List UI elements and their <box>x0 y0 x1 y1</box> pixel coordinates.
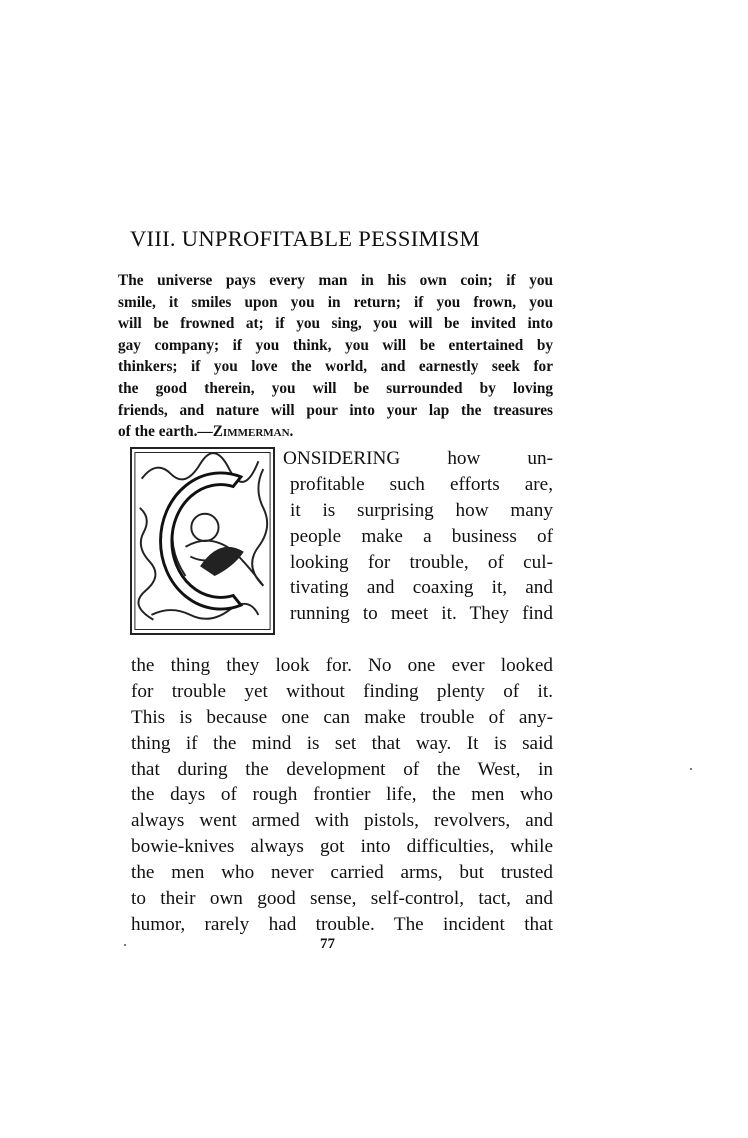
body-line: running to meet it. They find <box>290 603 553 625</box>
body-line: for trouble yet without finding plenty of it. <box>131 680 553 702</box>
body-line: This is because one can make trouble of any- <box>131 706 553 728</box>
epigraph-line: the good therein, you will be surrounded by loving <box>118 379 553 397</box>
body-line: looking for trouble, of cul- <box>290 551 553 573</box>
epigraph-line: thinkers; if you love the world, and earnestly seek for <box>118 358 553 376</box>
chapter-title: VIII. UNPROFITABLE PESSIMISM <box>130 226 480 251</box>
body-line: it is surprising how many <box>290 499 553 521</box>
body-line: ONSIDERING how un- <box>283 448 553 469</box>
body-line: the thing they look for. No one ever looked <box>131 655 553 676</box>
body-line: the men who never carried arms, but trusted <box>131 862 553 884</box>
page-number: 77 <box>320 936 335 952</box>
body-line: the days of rough frontier life, the men who <box>131 784 553 806</box>
body-line: tivating and coaxing it, and <box>290 577 553 599</box>
epigraph-attribution: Zimmerman. <box>212 423 294 441</box>
epigraph-line: The universe pays every man in his own coin; if you <box>118 272 553 289</box>
body-text-beside-cap <box>283 446 553 627</box>
scan-speck <box>124 944 126 946</box>
epigraph <box>118 270 553 443</box>
body-line: bowie-knives always got into difficulties, while <box>131 836 553 858</box>
body-line: humor, rarely had trouble. The incident that <box>131 913 553 935</box>
epigraph-line: smile, it smiles upon you in return; if you frown, you <box>118 293 553 311</box>
epigraph-line: will be frowned at; if you sing, you will be invited into <box>118 315 553 333</box>
body-line: thing if the mind is set that way. It is said <box>131 732 553 754</box>
body-line: that during the development of the West, in <box>131 758 553 780</box>
epigraph-line: gay company; if you think, you will be entertained by <box>118 336 553 354</box>
body-line: profitable such efforts are, <box>290 473 553 495</box>
body-line: people make a business of <box>290 525 553 547</box>
ornamental-c-illustration <box>132 449 273 633</box>
epigraph-line: friends, and nature will pour into your lap the treasures <box>118 401 553 419</box>
body-text <box>131 653 553 938</box>
epigraph-last-line <box>118 421 553 443</box>
ornamental-drop-cap <box>130 447 275 635</box>
body-line: always went armed with pistols, revolvers, and <box>131 810 553 832</box>
scan-speck <box>690 768 692 770</box>
body-line: to their own good sense, self-control, tact, and <box>131 888 553 910</box>
epigraph-line: of the earth.— <box>118 423 213 441</box>
